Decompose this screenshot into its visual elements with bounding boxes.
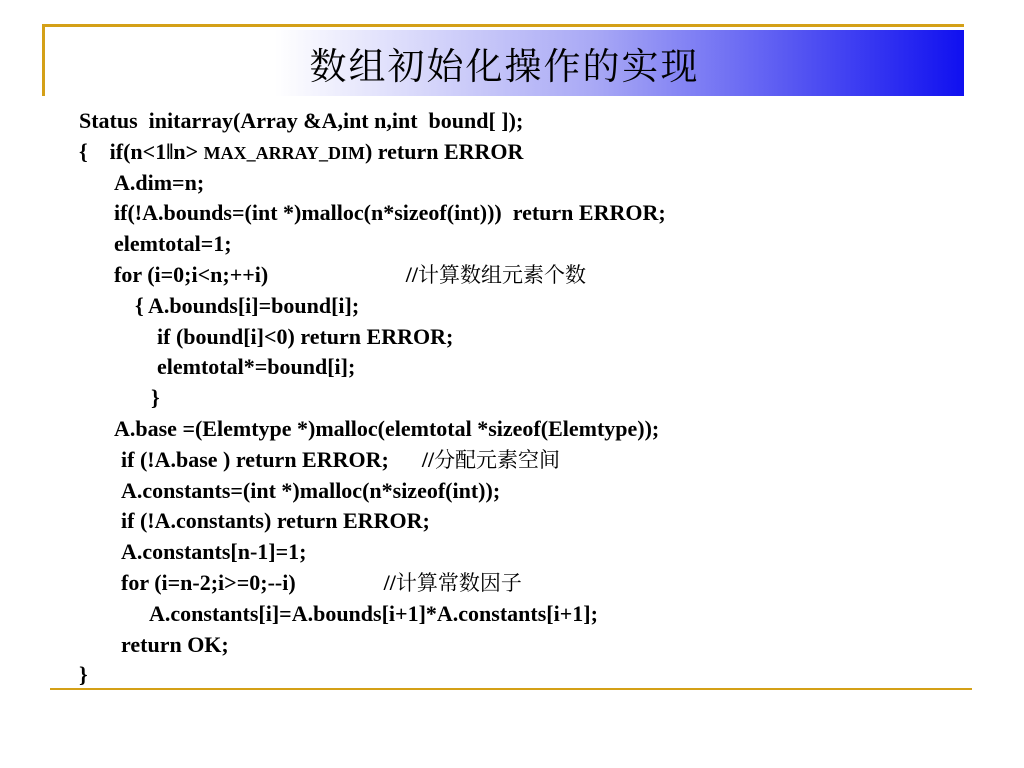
code-text: if (!A.constants) return ERROR; xyxy=(121,508,430,534)
code-text: Status initarray(Array &A,int n,int bound[ ]); xyxy=(79,108,524,133)
code-line-return-ok xyxy=(79,630,979,661)
code-text: A.constants[i]=A.bounds[i+1]*A.constants[i+1]; xyxy=(149,600,598,626)
code-line-base-alloc xyxy=(79,414,979,445)
title-bar xyxy=(45,30,964,96)
code-text: A.constants[n-1]=1; xyxy=(121,539,307,565)
code-text: elemtotal=1; xyxy=(114,231,232,257)
code-text: A.constants=(int *)malloc(n*sizeof(int)); xyxy=(121,477,501,503)
code-line-signature xyxy=(79,106,979,137)
code-text: if (bound[i]<0) return ERROR; xyxy=(157,323,454,349)
code-text: } xyxy=(79,662,88,688)
code-comment: 计算数组元素个数 xyxy=(417,262,586,287)
code-comment: 计算常数因子 xyxy=(395,570,522,595)
code-line-check-n xyxy=(79,137,979,168)
code-block xyxy=(79,106,979,691)
code-line-assign-bound xyxy=(79,291,979,322)
code-text: if(!A.bounds=(int *)malloc(n*sizeof(int))) return ERROR; xyxy=(114,200,666,226)
code-line-dim xyxy=(79,168,979,199)
code-text: elemtotal*=bound[i]; xyxy=(157,354,356,380)
code-line-multiply xyxy=(79,352,979,383)
code-line-constants-assign xyxy=(79,599,979,630)
code-line-check-constants xyxy=(79,506,979,537)
code-text: for (i=n-2;i>=0;--i) // xyxy=(121,569,396,595)
bottom-accent-rule xyxy=(50,688,972,690)
code-text: { if(n<1‖n> xyxy=(79,138,204,164)
code-line-check-bound xyxy=(79,322,979,353)
code-comment: 分配元素空间 xyxy=(434,447,561,472)
code-line-bounds-alloc xyxy=(79,198,979,229)
code-line-constants-last xyxy=(79,537,979,568)
code-line-constants-alloc xyxy=(79,476,979,507)
code-text: return OK; xyxy=(121,631,229,657)
code-constant: MAX_ARRAY_DIM xyxy=(203,142,365,163)
code-line-check-base xyxy=(79,445,979,476)
code-line-close-loop xyxy=(79,383,979,414)
code-text: ) return ERROR xyxy=(364,138,524,164)
code-line-close-brace xyxy=(79,660,979,691)
code-line-for-constants xyxy=(79,568,979,599)
code-line-for-bounds xyxy=(79,260,979,291)
code-text: for (i=0;i<n;++i) // xyxy=(114,261,418,287)
code-text: } xyxy=(151,385,160,411)
slide-title: 数组初始化操作的实现 xyxy=(309,45,700,88)
code-text: A.base =(Elemtype *)malloc(elemtotal *sizeof(Elemtype)); xyxy=(114,415,660,441)
code-text: if (!A.base ) return ERROR; // xyxy=(121,446,435,472)
code-text: { A.bounds[i]=bound[i]; xyxy=(135,292,360,318)
code-line-elemtotal xyxy=(79,229,979,260)
top-accent-rule xyxy=(42,24,964,27)
code-text: A.dim=n; xyxy=(114,169,205,195)
